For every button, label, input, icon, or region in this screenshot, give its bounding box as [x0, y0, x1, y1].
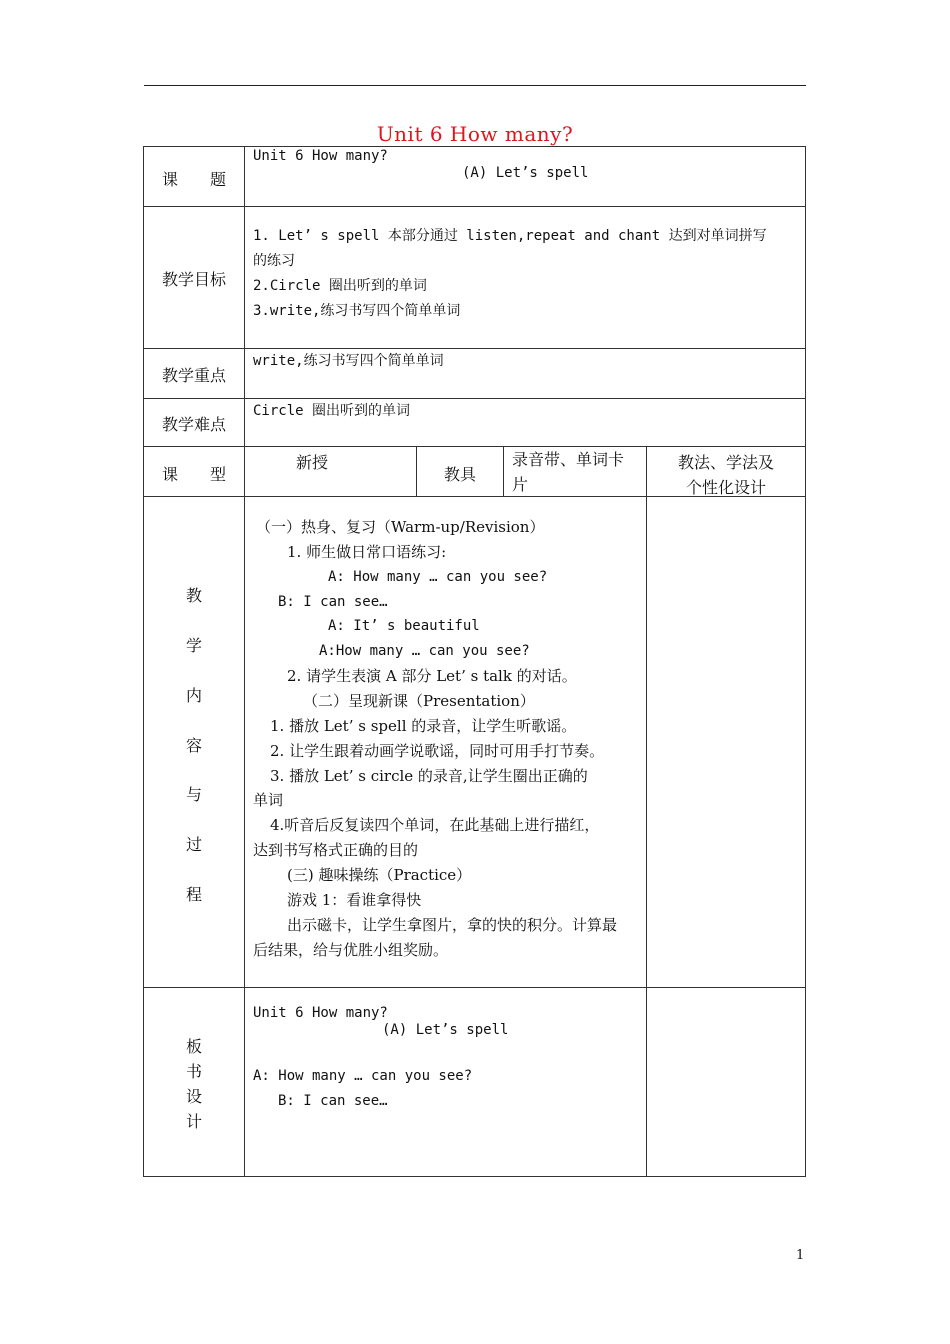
content-line: 单词 [253, 791, 284, 809]
content-label-char: 教 [185, 586, 202, 605]
content-line: 4.听音后反复读四个单词，在此基础上进行描红， [270, 816, 600, 834]
board-line-2: (A) Let’s spell [382, 1022, 509, 1038]
methods-label-line-2: 个性化设计 [685, 478, 766, 497]
header-rule [144, 85, 806, 86]
content-label-char: 程 [185, 885, 202, 904]
content-line: (三) 趣味操练（Practice） [287, 866, 472, 884]
content-line: 1. 师生做日常口语练习: [287, 543, 447, 561]
objectives-line-4: 3.write,练习书写四个简单单词 [253, 303, 461, 319]
board-line-3: A: How many … can you see? [253, 1068, 473, 1084]
board-label-char: 计 [185, 1112, 202, 1131]
content-line: A: It’ s beautiful [328, 618, 480, 634]
lesson-type-value: 新授 [295, 453, 328, 472]
board-line-4: B: I can see… [278, 1093, 388, 1109]
difficulty-label: 教学难点 [161, 415, 226, 434]
content-line: A: How many … can you see? [328, 569, 548, 585]
teaching-aids-line-2: 片 [512, 475, 529, 494]
board-label-char: 设 [185, 1087, 202, 1106]
board-label-char: 板 [185, 1037, 202, 1056]
objectives-line-1: 1. Let’ s spell 本部分通过 listen,repeat and chant 达到对单词拼写 [253, 228, 767, 244]
document-title: Unit 6 How many? [376, 122, 574, 146]
methods-label-line-1: 教法、学法及 [677, 453, 774, 472]
content-line: 2. 让学生跟着动画学说歌谣，同时可用手打节奏。 [270, 742, 605, 760]
content-line: B: I can see… [278, 594, 388, 610]
content-line: 3. 播放 Let’ s circle 的录音,让学生圈出正确的 [270, 767, 588, 785]
content-label-char: 容 [185, 736, 202, 755]
topic-label: 课 题 [161, 170, 226, 189]
content-line: 2. 请学生表演 A 部分 Let’ s talk 的对话。 [287, 667, 577, 685]
content-label-char: 内 [185, 686, 202, 705]
content-line: 达到书写格式正确的目的 [253, 841, 419, 859]
focus-text: write,练习书写四个简单单词 [253, 353, 444, 369]
objectives-line-3: 2.Circle 圈出听到的单词 [253, 278, 427, 294]
content-line: （一）热身、复习（Warm-up/Revision） [256, 518, 545, 536]
difficulty-text: Circle 圈出听到的单词 [253, 403, 411, 419]
content-line: 1. 播放 Let’ s spell 的录音，让学生听歌谣。 [270, 717, 577, 735]
teaching-aids-line-1: 录音带、单词卡 [512, 450, 625, 469]
topic-line-2: (A) Let’s spell [462, 165, 589, 181]
teaching-aids-label: 教具 [443, 465, 476, 484]
topic-line-1: Unit 6 How many? [253, 148, 388, 164]
content-line: （二）呈现新课（Presentation） [303, 692, 535, 710]
focus-label: 教学重点 [161, 366, 226, 385]
content-label-char: 过 [185, 835, 202, 854]
board-label-char: 书 [185, 1062, 202, 1081]
content-line: A:How many … can you see? [319, 643, 530, 659]
content-line: 出示磁卡，让学生拿图片，拿的快的积分。计算最 [287, 916, 618, 934]
content-line: 游戏 1：看谁拿得快 [287, 891, 422, 909]
board-line-1: Unit 6 How many? [253, 1005, 388, 1021]
content-line: 后结果，给与优胜小组奖励。 [253, 941, 449, 959]
content-label-char: 与 [185, 785, 202, 804]
page-number: 1 [796, 1248, 805, 1263]
lesson-type-label: 课 型 [161, 465, 226, 484]
objectives-label: 教学目标 [161, 270, 226, 289]
objectives-line-2: 的练习 [253, 253, 295, 269]
content-label-char: 学 [185, 636, 202, 655]
